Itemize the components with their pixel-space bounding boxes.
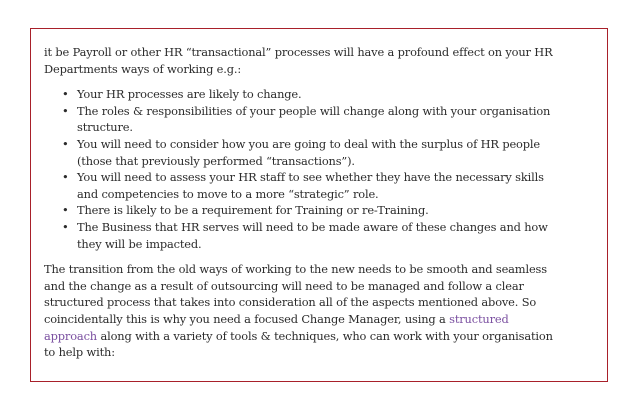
list-item-text: There is likely to be a requirement for Training or re-Training. <box>77 203 429 218</box>
list-item <box>62 169 554 202</box>
intro-paragraph: it be Payroll or other HR “transactional” processes will have a profound effect on your HR Departments ways of working e.g.: <box>44 45 553 76</box>
list-item <box>62 202 554 219</box>
list-item-text: The roles & responsibilities of your people will change along with your organisation structure. <box>77 103 551 135</box>
bullet-icon: • <box>62 170 69 185</box>
bullet-list <box>44 86 554 252</box>
document-body <box>44 44 554 361</box>
list-item <box>62 86 554 103</box>
list-item <box>62 103 554 136</box>
list-item-text: You will need to consider how you are going to deal with the surplus of HR people (those that previously performed “transactions”). <box>77 136 540 168</box>
closing-text-start: The transition from the old ways of working to the new needs to be smooth and seamless and the change as a result of outsourcing will need to be managed and follow a clear structured process that takes into consideration all of the aspects mentioned above. So coincidentally this is why you need a focused Change Manager, using a <box>44 262 547 326</box>
bullet-icon: • <box>62 87 69 102</box>
list-item-text: You will need to assess your HR staff to see whether they have the necessary skills and competencies to move to a more “strategic” role. <box>77 170 544 201</box>
list-item-text: The Business that HR serves will need to be made aware of these changes and how they will be impacted. <box>77 219 548 251</box>
bullet-icon: • <box>62 103 69 118</box>
list-item <box>62 219 554 252</box>
bullet-icon: • <box>62 203 69 218</box>
list-item <box>62 136 554 169</box>
bullet-icon: • <box>62 219 69 234</box>
list-item-text: Your HR processes are likely to change. <box>77 87 302 102</box>
bullet-icon: • <box>62 136 69 151</box>
structured-approach-link[interactable]: structured approach <box>44 311 509 343</box>
closing-text-end: along with a variety of tools & techniques, who can work with your organisation to help with: <box>44 328 553 360</box>
closing-paragraph <box>44 261 554 361</box>
